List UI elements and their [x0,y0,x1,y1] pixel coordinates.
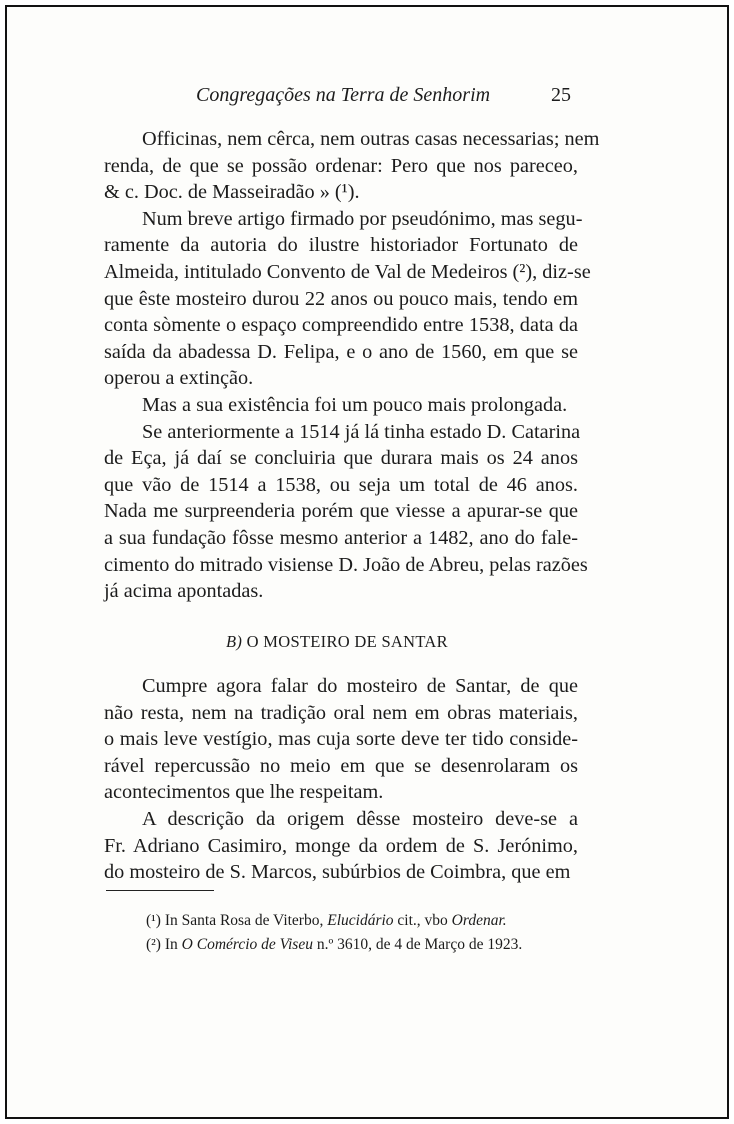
text-line: já acima apontadas. [104,580,264,603]
text-line: saída da abadessa D. Felipa, e o ano de 1560, em que se [104,340,578,363]
text-line: que vão de 1514 a 1538, ou seja um total de 46 anos. [104,473,578,496]
text-line: que êste mosteiro durou 22 anos ou pouco mais, tendo em [104,287,578,310]
text-line: operou a extinção. [104,367,254,390]
text-line: do mosteiro de S. Marcos, subúrbios de Coimbra, que em [104,861,571,884]
text-line: Cumpre agora falar do mosteiro de Santar, de que [142,675,578,697]
footnote-mark: (²) [146,936,161,953]
running-header [196,84,571,112]
text-line: cimento do mitrado visiense D. João de Abreu, pelas razões [104,553,588,576]
page-number: 25 [551,84,571,106]
text-line: acontecimentos que lhe respeitam. [104,781,384,804]
text-line: Num breve artigo firmado por pseudónimo, mas segu- [142,207,583,230]
text-line: renda, de que se possão ordenar: Pero que nos pareceo, [104,154,578,177]
text-line: não resta, nem na tradição oral nem em obras materiais, [104,701,578,724]
text-line: o mais leve vestígio, mas cuja sorte deve ter tido conside- [104,728,578,751]
text-line: Nada me surpreenderia porém que viesse a apurar-se que [104,500,578,523]
text-line: conta sòmente o espaço compreendido entre 1538, data da [104,314,578,337]
text-block-2 [104,673,578,886]
text-line: rável repercussão no meio em que se desenrolaram os [104,754,578,777]
text-line: Officinas, nem cêrca, nem outras casas necessarias; nem [142,128,600,150]
section-title: O MOSTEIRO DE SANTAR [246,632,448,651]
text-line: a sua fundação fôsse mesmo anterior a 1482, ano do fale- [104,526,578,549]
text-line: Mas a sua existência foi um pouco mais prolongada. [142,393,568,416]
header-title: Congregações na Terra de Senhorim [196,84,491,106]
text-line: ramente da autoria do ilustre historiador Fortunato de [104,234,578,257]
footnotes [146,909,522,957]
footnote-2: (²) In O Comércio de Viseu n.º 3610, de 4 de Março de 1923. [146,936,523,953]
text-line: & c. Doc. de Masseiradão » (¹). [104,181,360,204]
text-line: Almeida, intitulado Convento de Val de Medeiros (²), diz-se [104,260,591,283]
text-line: Se anteriormente a 1514 já lá tinha estado D. Catarina [142,420,581,443]
text-line: Fr. Adriano Casimiro, monge da ordem de S. Jerónimo, [104,834,578,857]
text-line: de Eça, já daí se concluiria que durara mais os 24 anos [104,447,578,470]
section-letter: B) [226,632,243,651]
footnote-1: (¹) In Santa Rosa de Viterbo, Elucidário cit., vbo Ordenar. [146,912,507,929]
footnote-rule [106,890,214,891]
footnote-mark: (¹) [146,912,161,929]
text-block-1 [104,126,600,605]
section-heading [226,632,448,652]
text-line: A descrição da origem dêsse mosteiro deve-se a [142,807,578,830]
